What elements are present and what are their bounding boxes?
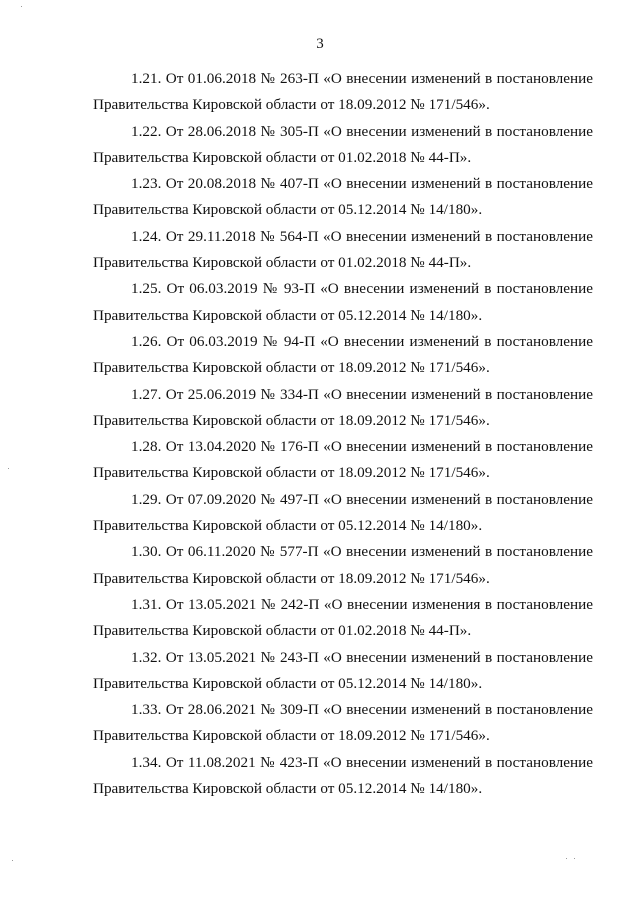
list-item [93,66,593,119]
list-item [93,539,593,592]
item-line-1: 1.21. От 01.06.2018 № 263-П «О внесении изменений в постановление [131,70,593,87]
item-line-1: 1.23. От 20.08.2018 № 407-П «О внесении изменений в постановление [131,175,593,193]
scan-speck [574,858,575,859]
item-line-1: 1.24. От 29.11.2018 № 564-П «О внесении изменений в постановление [131,227,593,245]
scan-speck [8,468,9,469]
item-line-1: 1.32. От 13.05.2021 № 243-П «О внесении изменений в постановление [131,648,593,666]
item-line-2: Правительства Кировской области от 01.02.2018 № 44-П». [93,148,472,166]
item-line-1: 1.31. От 13.05.2021 № 242-П «О внесении изменения в постановление [131,595,593,613]
item-line-2: Правительства Кировской области от 18.09.2012 № 171/546». [93,411,490,429]
item-line-2: Правительства Кировской области от 05.12.2014 № 14/180». [93,780,483,798]
item-line-2: Правительства Кировской области от 05.12.2014 № 14/180». [93,517,483,535]
list-item [93,750,593,803]
list-item [93,487,593,540]
scan-speck [21,6,22,7]
list-item [93,645,593,698]
item-line-2: Правительства Кировской области от 18.09.2012 № 171/546». [93,359,490,377]
list-item [93,329,593,382]
scan-speck [12,860,13,861]
list-item [93,171,593,224]
list-item [93,434,593,487]
item-line-2: Правительства Кировской области от 05.12.2014 № 14/180». [93,306,483,324]
item-line-1: 1.28. От 13.04.2020 № 176-П «О внесении изменений в постановление [131,438,593,456]
item-line-2: Правительства Кировской области от 01.02.2018 № 44-П». [93,254,472,272]
item-line-2: Правительства Кировской области от 18.09.2012 № 171/546». [93,96,490,114]
item-line-1: 1.33. От 28.06.2021 № 309-П «О внесении изменений в постановление [131,701,593,719]
item-line-1: 1.22. От 28.06.2018 № 305-П «О внесении изменений в постановление [131,122,593,140]
amendments-list [93,66,593,802]
item-line-1: 1.26. От 06.03.2019 № 94-П «О внесении изменений в постановление [131,332,593,350]
item-line-2: Правительства Кировской области от 18.09.2012 № 171/546». [93,727,490,745]
page-number: 3 [316,36,324,52]
item-line-2: Правительства Кировской области от 18.09.2012 № 171/546». [93,569,490,587]
list-item [93,276,593,329]
scan-speck [566,858,567,859]
list-item [93,119,593,172]
list-item [93,382,593,435]
item-line-2: Правительства Кировской области от 18.09.2012 № 171/546». [93,464,490,482]
list-item [93,592,593,645]
item-line-1: 1.25. От 06.03.2019 № 93-П «О внесении изменений в постановление [131,280,593,298]
item-line-1: 1.30. От 06.11.2020 № 577-П «О внесении изменений в постановление [131,543,593,561]
list-item [93,697,593,750]
item-line-1: 1.29. От 07.09.2020 № 497-П «О внесении изменений в постановление [131,490,593,508]
item-line-1: 1.27. От 25.06.2019 № 334-П «О внесении изменений в постановление [131,385,593,403]
item-line-1: 1.34. От 11.08.2021 № 423-П «О внесении изменений в постановление [131,753,593,771]
list-item [93,224,593,277]
item-line-2: Правительства Кировской области от 05.12.2014 № 14/180». [93,201,483,219]
item-line-2: Правительства Кировской области от 05.12.2014 № 14/180». [93,674,483,692]
item-line-2: Правительства Кировской области от 01.02.2018 № 44-П». [93,622,472,640]
